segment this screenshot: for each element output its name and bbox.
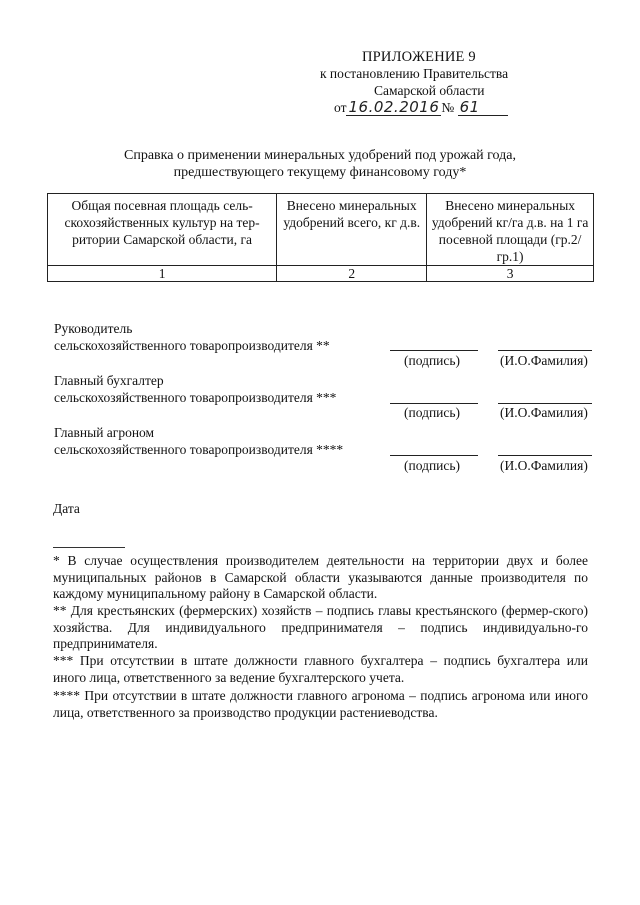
document-title-line-1: Справка о применении минеральных удобрений под урожай года, [124,148,516,163]
signature-caption: (подпись) [404,353,461,368]
table-row [48,266,594,282]
name-line [498,455,592,456]
role-subtitle: сельскохозяйственного товаропроизводителя **** [54,442,344,457]
date-label: Дата [53,501,80,516]
name-caption: (И.О.Фамилия) [500,458,588,473]
footnote-2: ** Для крестьянских (фермерских) хозяйств – подпись главы крестьянского (фермер-ского) хозяйства. Для индивидуального предпринимателя – подпись индивидуально-го предпринимателя. [53,603,588,651]
table-header-cell: Внесено минеральных удобрений кг/га д.в. на 1 га посевной площади (гр.2/гр.1) [427,194,594,266]
number-prefix: № [441,100,455,115]
signature-role-accountant [54,372,336,406]
signature-line [390,455,478,456]
document-title-line-2: предшествующего текущему финансовому году* [173,165,467,180]
column-number: 3 [427,266,594,282]
handwritten-number: 61 [458,100,508,116]
signature-caption: (подпись) [404,458,461,473]
column-number: 2 [277,266,427,282]
role-title: Руководитель [54,321,133,336]
name-line [498,350,592,351]
fertilizer-table [47,193,594,282]
name-caption: (И.О.Фамилия) [500,353,588,368]
footnote-1: * В случае осуществления производителем деятельности на территории двух и более муниципальных районов в Самарской области указываются данные производителя по каждому муниципальному району в Самарской области. [53,553,588,601]
signature-caption: (подпись) [404,405,461,420]
column-number: 1 [48,266,277,282]
signature-role-head [54,320,330,354]
footnote-4: **** При отсутствии в штате должности главного агронома – подпись агронома или иного лица, ответственного за производство продукции растениеводства. [53,688,588,720]
role-subtitle: сельскохозяйственного товаропроизводителя ** [54,338,330,353]
table-header-cell: Общая посевная площадь сель-скохозяйственных культур на тер-ритории Самарской области, га [48,194,277,266]
role-title: Главный бухгалтер [54,373,164,388]
appendix-title: ПРИЛОЖЕНИЕ 9 [362,49,476,65]
table-header-cell: Внесено минеральных удобрений всего, кг д.в. [277,194,427,266]
signature-line [390,403,478,404]
resolution-reference: к постановлению Правительства [320,66,509,81]
footnote-divider [53,547,125,548]
name-caption: (И.О.Фамилия) [500,405,588,420]
date-prefix: от [334,100,347,115]
region-name: Самарской области [374,83,485,98]
table-header-row [48,194,594,266]
signature-line [390,350,478,351]
role-subtitle: сельскохозяйственного товаропроизводителя *** [54,390,337,405]
name-line [498,403,592,404]
resolution-date-row [334,100,508,116]
footnote-3: *** При отсутствии в штате должности главного бухгалтера – подпись бухгалтера или иного лица, ответственного за ведение бухгалтерского учета. [53,653,588,685]
handwritten-date: 16.02.2016 [348,98,440,116]
signature-role-agronomist [54,424,343,458]
role-title: Главный агроном [54,425,155,440]
